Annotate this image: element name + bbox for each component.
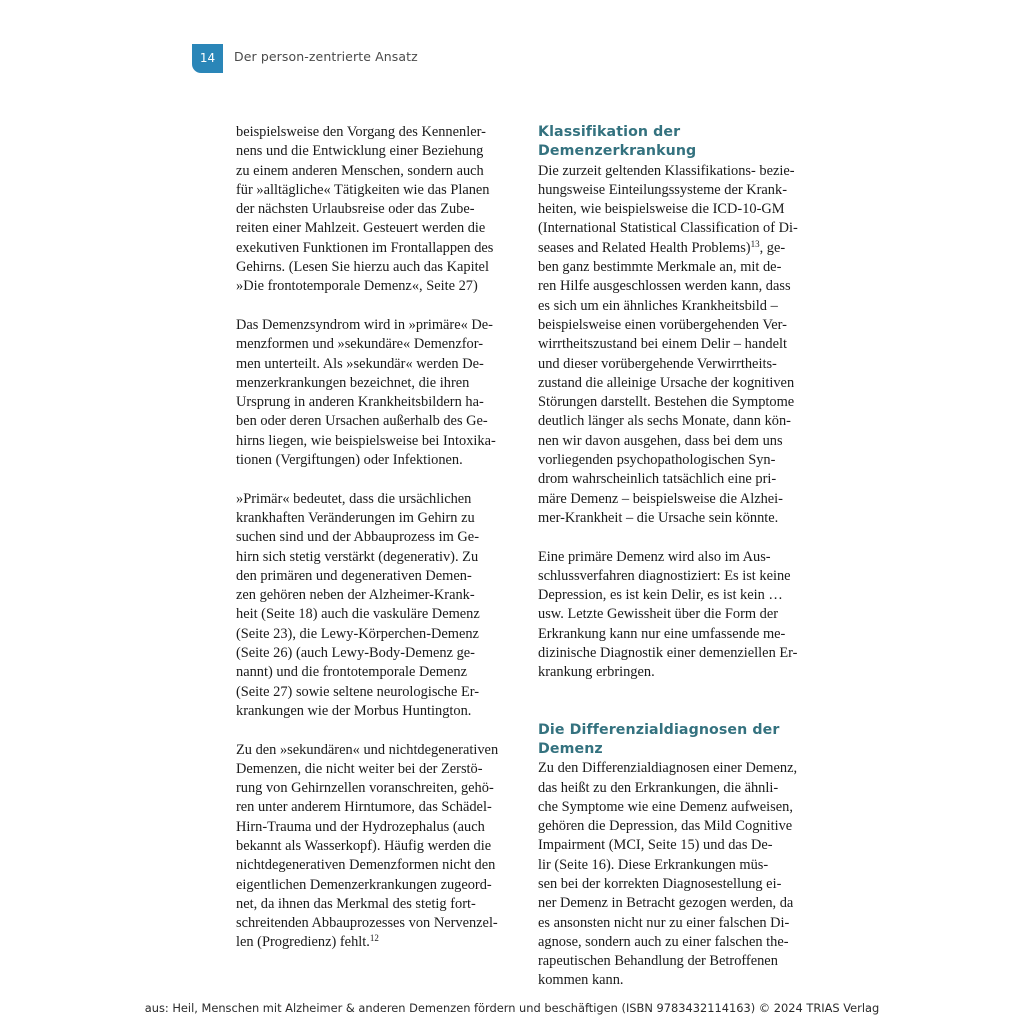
text-line: Zu den Differenzialdiagnosen einer Demenz, — [538, 760, 798, 777]
text-line: heiten, wie beispielsweise die ICD-10-GM — [538, 201, 785, 218]
text-line: rung von Gehirnzellen voranschreiten, gehö- — [236, 780, 494, 797]
text-line: kommen kann. — [538, 972, 624, 989]
text-line: Hirn-Trauma und der Hydrozephalus (auch — [236, 818, 485, 835]
text-line: das heißt zu den Erkrankungen, die ähnli- — [538, 779, 779, 796]
text-line: deutlich länger als sechs Monate, dann kön- — [538, 413, 791, 430]
text-line: Eine primäre Demenz wird also im Aus- — [538, 548, 771, 565]
text-line: suchen sind und der Abbauprozess im Ge- — [236, 529, 479, 546]
footnote-reference[interactable]: 13 — [750, 238, 760, 249]
text-line — [538, 239, 814, 258]
text-line: für »alltägliche« Tätigkeiten wie das Planen — [236, 181, 490, 198]
text-line: gehören die Depression, das Mild Cognitive — [538, 818, 793, 835]
text-line: exekutiven Funktionen im Frontallappen des — [236, 239, 494, 256]
source-footer: aus: Heil, Menschen mit Alzheimer & anderen Demenzen fördern und beschäftigen (ISBN 9783432114163) © 2024 TRIAS Verlag — [144, 1001, 880, 1015]
text-line: eigentlichen Demenzerkrankungen zugeord- — [236, 876, 492, 893]
text-line: hirn sich stetig verstärkt (degenerativ). Zu — [236, 548, 479, 565]
text-line: wirrtheitszustand bei einem Delir – handelt — [538, 336, 787, 353]
text-line: tionen (Vergiftungen) oder Infektionen. — [236, 452, 463, 469]
text-line: märe Demenz – beispielsweise die Alzhei- — [538, 490, 783, 507]
text-line: den primären und degenerativen Demen- — [236, 567, 472, 584]
text-line: Impairment (MCI, Seite 15) und das De- — [538, 837, 773, 854]
text-line: Ursprung in anderen Krankheitsbildern ha- — [236, 394, 484, 411]
footnote-reference[interactable]: 12 — [369, 933, 379, 944]
text-line: (International Statistical Classification of Di- — [538, 220, 798, 237]
text-line: krankhaften Veränderungen im Gehirn zu — [236, 509, 475, 526]
text-line-content: seases and Related Health Problems) — [538, 239, 751, 256]
text-line: nens und die Entwicklung einer Beziehung — [236, 143, 484, 160]
paragraph — [538, 548, 814, 683]
paragraph — [538, 162, 814, 529]
text-line: ren unter anderem Hirntumore, das Schädel- — [236, 799, 492, 816]
text-line: lir (Seite 16). Diese Erkrankungen müs- — [538, 856, 769, 873]
text-line — [236, 933, 512, 952]
text-line: net, da ihnen das Merkmal des stetig fort- — [236, 895, 476, 912]
right-column — [538, 123, 814, 991]
text-line: zen gehören neben der Alzheimer-Krank- — [236, 587, 475, 604]
text-line: zu einem anderen Menschen, sondern auch — [236, 162, 484, 179]
text-line: krankung erbringen. — [538, 664, 655, 681]
paragraph — [236, 490, 512, 722]
text-line: beispielsweise den Vorgang des Kennenler- — [236, 124, 486, 140]
text-line: sen bei der korrekten Diagnosestellung ei- — [538, 875, 782, 892]
text-line: Depression, es ist kein Delir, es ist kein … — [538, 587, 783, 604]
text-line: Störungen darstellt. Bestehen die Symptome — [538, 394, 795, 411]
text-line: rapeutischen Behandlung der Betroffenen — [538, 953, 778, 970]
text-line: Erkrankung kann nur eine umfassende me- — [538, 625, 786, 642]
text-line: usw. Letzte Gewissheit über die Form der — [538, 606, 779, 623]
paragraph — [236, 741, 512, 953]
text-line: mer-Krankheit – die Ursache sein könnte. — [538, 509, 779, 526]
text-line: ner Demenz in Betracht gezogen werden, da — [538, 895, 794, 912]
text-line: che Symptome wie eine Demenz aufweisen, — [538, 798, 793, 815]
text-line: der nächsten Urlaubsreise oder das Zube- — [236, 201, 475, 218]
text-line: nichtdegenerativen Demenzformen nicht den — [236, 857, 496, 874]
text-line: agnose, sondern auch zu einer falschen the- — [538, 933, 789, 950]
running-title: Der person-zentrierte Ansatz — [234, 49, 418, 64]
paragraph — [236, 316, 512, 470]
text-line: zustand die alleinige Ursache der kognitiven — [538, 374, 795, 391]
text-line: Das Demenzsyndrom wird in »primäre« De- — [236, 316, 493, 333]
text-line: beispielsweise einen vorübergehenden Ver- — [538, 316, 787, 333]
text-line: »Primär« bedeutet, dass die ursächlichen — [236, 490, 472, 507]
text-line: ben oder deren Ursachen außerhalb des Ge- — [236, 413, 488, 430]
text-line: ben ganz bestimmte Merkmale an, mit de- — [538, 259, 782, 276]
paragraph — [538, 759, 814, 991]
text-line-content: len (Progredienz) fehlt. — [236, 934, 370, 951]
page-number-badge: 14 — [192, 44, 223, 73]
text-line: schreitenden Abbauprozesses von Nervenzel- — [236, 915, 498, 932]
text-line: »Die frontotemporale Demenz«, Seite 27) — [236, 278, 478, 295]
text-line: Die zurzeit geltenden Klassifikations- bezie- — [538, 162, 795, 179]
text-line: schlussverfahren diagnostiziert: Es ist keine — [538, 567, 791, 584]
text-line: (Seite 26) (auch Lewy-Body-Demenz ge- — [236, 645, 475, 662]
text-line: krankungen wie der Morbus Huntington. — [236, 702, 472, 719]
text-line-content: , ge- — [759, 239, 786, 256]
text-line: vorliegenden psychopathologischen Syn- — [538, 452, 776, 469]
text-line: nen wir davon ausgehen, dass bei dem uns — [538, 432, 783, 449]
paragraph — [236, 123, 512, 297]
text-line: hungsweise Einteilungssysteme der Krank- — [538, 181, 787, 198]
section-heading-differenzialdiagnosen: Die Differenzialdiagnosen der Demenz — [538, 721, 780, 757]
section-heading-klassifikation: Klassifikation der Demenzerkrankung — [538, 124, 697, 160]
text-line: nannt) und die frontotemporale Demenz — [236, 664, 467, 681]
text-line: drom wahrscheinlich tatsächlich eine pri- — [538, 471, 777, 488]
text-line: heit (Seite 18) auch die vaskuläre Demenz — [236, 606, 480, 623]
text-line: hirns liegen, wie beispielsweise bei Intoxika- — [236, 432, 496, 449]
text-line: men unterteilt. Als »sekundär« werden De- — [236, 355, 484, 372]
text-line: menzerkrankungen bezeichnet, die ihren — [236, 374, 470, 391]
text-line: ren Hilfe ausgeschlossen werden kann, dass — [538, 278, 791, 295]
text-line: es ansonsten nicht nur zu einer falschen Di- — [538, 914, 790, 931]
text-line: (Seite 27) sowie seltene neurologische Er- — [236, 683, 480, 700]
text-line: Gehirns. (Lesen Sie hierzu auch das Kapitel — [236, 259, 489, 276]
text-line: menzformen und »sekundäre« Demenzfor- — [236, 336, 484, 353]
text-line: reiten einer Mahlzeit. Gesteuert werden die — [236, 220, 486, 237]
text-line: dizinische Diagnostik einer demenziellen Er- — [538, 645, 798, 662]
text-line: es sich um ein ähnliches Krankheitsbild – — [538, 297, 778, 314]
text-line: und dieser vorübergehende Verwirrtheits- — [538, 355, 777, 372]
text-line: (Seite 23), die Lewy-Körperchen-Demenz — [236, 625, 479, 642]
left-column — [236, 123, 512, 953]
text-line: Zu den »sekundären« und nichtdegenerativen — [236, 741, 499, 758]
text-line: bekannt als Wasserkopf). Häufig werden die — [236, 837, 492, 854]
text-line: Demenzen, die nicht weiter bei der Zerstö- — [236, 760, 483, 777]
